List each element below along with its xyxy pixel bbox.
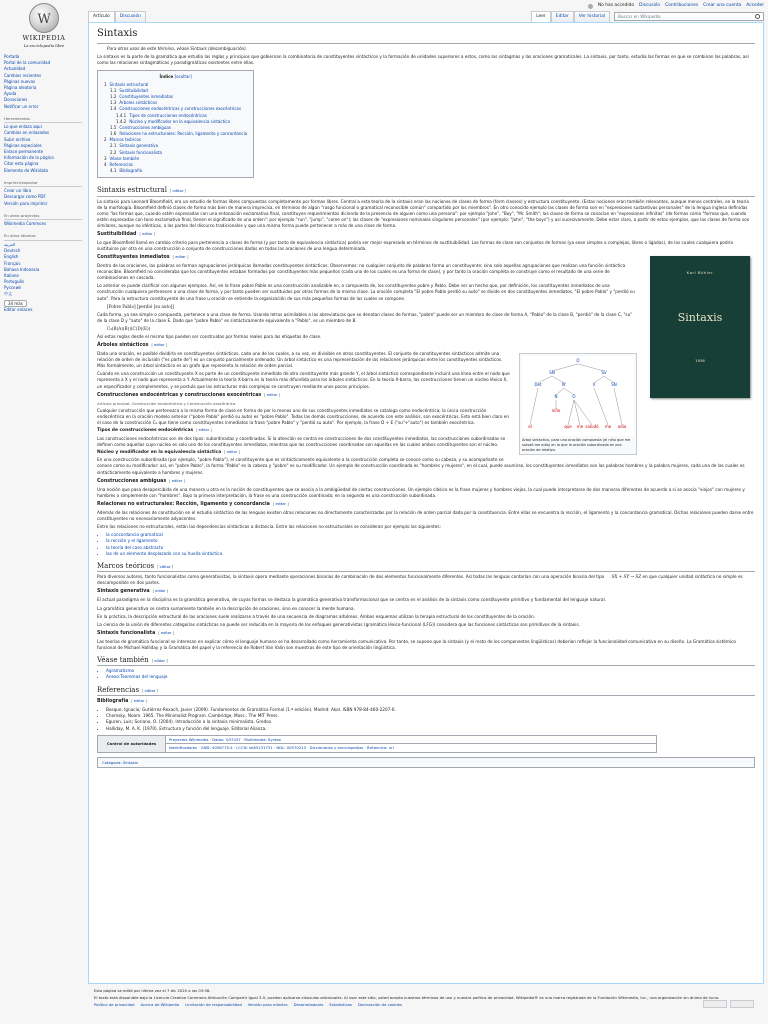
- wikipedia-logo[interactable]: [6, 3, 82, 51]
- sidebar-item[interactable]: Cambios en enlazadas: [4, 130, 50, 136]
- tree-edge: [574, 400, 592, 425]
- sidebar-item[interactable]: Portal de la comunidad: [4, 60, 51, 66]
- paragraph: El actual paradigma en la disciplina es la gramática generativa, de cuyas formas se destaca la gramática generativa transformacional que se centra en el análisis de la sintaxis como constituyente primitivo y fundamental del lenguaje natural.: [97, 597, 606, 603]
- list-item[interactable]: • la concordancia gramatical: [106, 532, 755, 538]
- tree-node-label: odia: [617, 424, 627, 430]
- section-heading: Sintaxis estructural [ editar ]: [97, 185, 755, 196]
- edit-section-link[interactable]: editar: [160, 630, 172, 635]
- tree-node-label: V: [592, 382, 596, 388]
- discussion-link[interactable]: Discusión: [639, 2, 661, 8]
- sidebar: [4, 54, 82, 320]
- edit-section-link[interactable]: editar: [266, 392, 278, 397]
- tree-node-label: O: [572, 394, 576, 400]
- paragraph: En la práctica, la descripción estructural de las oraciones suele realizarse a través de una secuencia de diagramas arbóreos. Ambos esquemas utilizan la terapia estructural de los constituyentes de la oración.: [97, 613, 535, 619]
- toc-item[interactable]: 2.1 Sintaxis generativa: [110, 143, 159, 149]
- paragraph: La gramática generativa se centra sumamente también en la descripción de oraciones, sino en conocer la mente humana.: [97, 605, 355, 611]
- footer: [94, 988, 754, 1008]
- tree-edge: [578, 364, 604, 371]
- paragraph: Dada una oración, es posible dividirla en constituyentes sintácticos, cada uno de los cuales, a su vez, es divisible en otros constituyentes. El conjunto de constituyentes sintácticos admite una relación de orden de inclusión ("es parte de") es un conjunto parcialmente ordenado. Un árbol sintáctico es una representación de las relaciones jerárquicas entre los constituyentes sintácticos. Más formalmente, un árbol sintáctico es un grafo que representa la relación de orden parcial.: [97, 351, 503, 369]
- sidebar-print: [4, 180, 82, 207]
- paragraph: Así estas reglas desde el mismo tipo pueden ser construidas por formas reales para las etiquetas de clase.: [97, 334, 322, 340]
- sidebar-item[interactable]: Cambios recientes: [4, 72, 42, 78]
- language-link[interactable]: English: [4, 254, 19, 260]
- toc-item[interactable]: 1.5 Construcciones ambiguas: [110, 124, 171, 130]
- sidebar-item[interactable]: Descargar como PDF: [4, 194, 46, 200]
- sidebar-tools: [4, 116, 82, 174]
- tree-node-label: O: [576, 358, 580, 364]
- edit-section-link[interactable]: editar: [133, 698, 145, 703]
- login-link[interactable]: Acceder: [746, 2, 764, 8]
- sidebar-heading: Imprimir/exportar: [4, 180, 82, 188]
- toc-item[interactable]: 1 Sintaxis estructural: [104, 81, 149, 87]
- subsection-heading: Bibliografía [ editar ]: [97, 698, 148, 704]
- paragraph: En una construcción subordinada (por ejemplo, "pobre Pablo"), el constituyente que es sintácticamente equivalente a la construcción completa se conoce como su cabeza, y su acompañante se conoce como su modificador: así, en "pobre Pablo", la forma "Pablo" es la cabeza y "pobre" es su modificador. Un ejemplo de construcción coordinada es "hombres y mujeres", en el cual, puede asumirse, los constituyentes inmediatos son las palabras hombres y la palabra mujeres, cada una de las cuales es sintácticamente equivalente a hombres y mujeres.: [97, 457, 745, 475]
- tree-edge: [568, 400, 574, 425]
- formula: C₀(B(A)(B))(C(D)(E)): [107, 325, 151, 331]
- toc-item[interactable]: 2 Marcos teóricos: [104, 137, 141, 143]
- subsection-heading: Relaciones no estructurales: Rección, ligamento y concordancia [ editar ]: [97, 501, 289, 507]
- sidebar-item[interactable]: Wikimedia Commons: [4, 221, 47, 227]
- search-placeholder: Buscar en Wikipedia: [618, 14, 661, 19]
- tree-node-label: N: [554, 394, 558, 400]
- table-row[interactable]: Identificadores · GND: 4058779-4 · LCCN: sh85131731 · NDL: 00570213 · Diccionarios y enciclopedias · Britannica: url: [166, 744, 657, 753]
- bibliography-list: [106, 707, 755, 732]
- sidebar-item[interactable]: Información de la página: [4, 155, 54, 161]
- paragraph: La ciencia de la unión de diferentes categorías sintácticas no puede ser reducida en la mayoría de los enfoques generativistas (gramática léxico-funcional (LFG)) considera que las funciones sintácticas son primitivos de la sintaxis.: [97, 621, 580, 627]
- article-content: [88, 22, 764, 984]
- subsubsection-heading: Tipos de construcciones endocéntricas [ editar ]: [97, 428, 212, 434]
- tree-node-label: el: [528, 424, 532, 430]
- language-link[interactable]: العربية: [4, 241, 15, 247]
- paragraph: Lo que Bloomfield llamó en cambio criterio para pertenencia a clases de forma (y por tanto de equivalencia sintáctica) podría ser mejor expresado en términos de sustituibilidad. Las formas de clase son conjuntos de formas (ya sean simples o complejas, libres o ligadas), de las cuales cualquiera podría sustituirse por otra en una construcción o conjunto de construcciones dadas en todas las oraciones de una lengua determinada.: [97, 239, 733, 252]
- constituent-example: [Pobre Pablo] [perdió [su auto]]: [107, 303, 175, 309]
- toc-toggle[interactable]: [ocultar]: [174, 73, 192, 79]
- paragraph: Lo anterior se puede clarificar con algunos ejemplos. Así, en la frase pobre Pablo es una construcción analizable en, o compuesta de, los constituyentes pobre y Pablo. Debe ser un hecho que, por definición, los constituyentes inmediatos de una construcción cualquiera pertenecen a una clase de forma, y por tanto pueden ser sustituidos por otras formas de la misma clase. La oración completa "El pobre Pablo perdió su auto" se divide en dos constituyentes inmediatos, "El pobre Pablo" y "perdió su auto". Para la estructura constituyente de una frase u oración se entiende la organización de sus más pequeñas formas de las cuales se compone.: [97, 283, 635, 301]
- edit-section-link[interactable]: editar: [175, 255, 186, 260]
- footer-link[interactable]: Política de privacidad: [94, 1002, 135, 1007]
- subsection-heading: Sintaxis generativa [ editar ]: [97, 589, 169, 595]
- footer-link[interactable]: Limitación de responsabilidad: [185, 1002, 242, 1007]
- list-item[interactable]: • la rección y el ligamento: [106, 538, 755, 544]
- edit-section-link[interactable]: editar: [226, 449, 238, 454]
- paragraph: Entre las relaciones no estructurales, están las dependencias sintácticas a distancia. Entre las relaciones no estructurales se consideran por ejemplo las siguientes:: [97, 523, 441, 529]
- tree-edge: [594, 388, 608, 425]
- toc-title: Índice: [159, 73, 174, 79]
- globe-icon: [29, 3, 59, 33]
- toc-item[interactable]: 1.3 Árboles sintácticos: [110, 100, 158, 106]
- list-item[interactable]: • las de un elemento desplazado con su huella sintáctica.: [106, 551, 755, 557]
- sidebar-item[interactable]: Elemento de Wikidata: [4, 167, 48, 173]
- sidebar-other-projects: [4, 213, 82, 228]
- toc-item[interactable]: 1.4.2 Núcleo y modificador en la equivalencia sintáctica: [116, 118, 230, 124]
- language-link[interactable]: Русский: [4, 285, 21, 291]
- tab-edit[interactable]: Editar: [551, 11, 574, 22]
- logo-wordmark: WIKIPEDIA: [22, 34, 66, 42]
- language-link[interactable]: Bahasa Indonesia: [4, 266, 40, 272]
- toc-list: [104, 82, 247, 175]
- binary-operation-formula: SX + SY → SZ: [611, 574, 642, 580]
- footer-link[interactable]: Estadísticas: [329, 1002, 352, 1007]
- tree-node-label: saludó: [585, 424, 599, 430]
- tree-edge: [530, 388, 538, 425]
- tree-node-label: N': [561, 382, 567, 388]
- paragraph: Además de las relaciones de constitución en el estudio sintáctico de las lenguas existen otras relaciones no directamente caracterizadas por la relación de orden parcial dada por la constituencia. Entre ellas se encuentra la rección, el ligamento y la concordancia gramatical. Dichas relaciones pueden darse entre constituyentes no necesariamente adyacentes.: [97, 509, 754, 521]
- edit-section-link[interactable]: editar: [144, 688, 156, 693]
- paragraph: Cuando en una construcción un constituyente X es parte de un constituyente inmediato de otro constituyente más grande Y, el árbol sintáctico correspondiente incluirá una línea entre el nodo que representa a X y el nodo que representa a Y. Actualmente la teoría X-barra es la teoría más difundida para los árboles sintácticos. En la teoría X-barra, las construcciones tienen un núcleo léxico X, un especificador y complementos, y se postula que las estructuras más complejas se construyen mediante unos pocos principios.: [97, 371, 510, 389]
- sidebar-item[interactable]: Lo que enlaza aquí: [4, 124, 42, 130]
- toc-item[interactable]: 3 Véase también: [104, 155, 140, 161]
- list-item[interactable]: • la teoría del caso abstracto: [106, 545, 755, 551]
- list-item: • Eguren, Luis; Soriano, O. (2004). Introducción a la sintaxis minimalista. Gredos.: [106, 719, 755, 725]
- toc-item[interactable]: 1.2 Constituyentes inmediatos: [110, 93, 173, 99]
- edit-section-link[interactable]: editar: [172, 189, 184, 194]
- sidebar-languages: [4, 233, 82, 313]
- sidebar-item[interactable]: Actualidad: [4, 66, 26, 72]
- sidebar-item[interactable]: Notificar un error: [4, 103, 39, 109]
- sidebar-item[interactable]: Subir archivo: [4, 136, 31, 142]
- sidebar-item[interactable]: Donaciones: [4, 97, 28, 103]
- footer-link[interactable]: Versión para móviles: [247, 1002, 288, 1007]
- sidebar-item[interactable]: Portada: [4, 54, 20, 59]
- user-icon: [588, 4, 593, 9]
- language-link[interactable]: Português: [4, 279, 25, 285]
- tab-read[interactable]: Leer: [531, 11, 551, 22]
- language-link[interactable]: Deutsch: [4, 248, 21, 254]
- tree-node-label: Det: [534, 382, 542, 388]
- syntax-tree-diagram[interactable]: [522, 356, 634, 436]
- paragraph: Cualquier construcción que pertenezca a la misma forma de clase en forma de por lo menos uno de sus constituyentes inmediatos se cataloga como endocéntrica; la única construcción endocéntrica en la oración modelo anterior ("pobre Pablo" perdió su auto) es "pobre Pablo". Todas las demás construcciones, de acuerdo con este análisis, son exocéntricas. Esto está bien claro en el caso de la construcción C₀ que tiene como constituyentes inmediatos la frase "pobre Pablo" y "perdió su auto". Por ejemplo, la frase D + E ("su"+"auto") es también exocéntrica.: [97, 408, 510, 426]
- page-title: Sintaxis: [97, 27, 755, 44]
- bullet-list: [106, 532, 755, 557]
- intro-paragraph: La sintaxis es la parte de la gramática que estudia las reglas y principios que gobiernan la combinatoria de constituyentes sintácticos y la formación de unidades superiores a estos, como los sintagmas y las oraciones gramaticales. La sintaxis, por tanto, estudia las formas en que se combinan las palabras, así como las relaciones sintagmáticas y paradigmáticas existentes entre ellas.: [97, 53, 749, 65]
- sidebar-item[interactable]: Ayuda: [4, 91, 17, 97]
- table-of-contents: [97, 70, 254, 179]
- license-text: El texto está disponible bajo la Licencia Creative Commons Atribución Compartir Igual 3.0; pueden aplicarse cláusulas adicionales. Al usar este sitio, usted acepta nuestros términos de uso y nuestra política de privacidad. Wikipedia® es una marca registrada de la Fundación Wikimedia, Inc., una organización sin ánimo de lucro.: [94, 994, 720, 1000]
- list-item[interactable]: • Agramatismo: [106, 668, 755, 674]
- tree-node-label: que: [564, 424, 572, 430]
- list-item[interactable]: • Anexo:Teoremas del lenguaje: [106, 674, 755, 680]
- sidebar-item[interactable]: Páginas nuevas: [4, 78, 36, 84]
- sidebar-item[interactable]: Citar esta página: [4, 161, 39, 167]
- tab-article[interactable]: Artículo: [88, 11, 115, 22]
- sidebar-item[interactable]: Crear un libro: [4, 188, 32, 194]
- category-links: [97, 757, 755, 769]
- search-input[interactable]: [614, 12, 764, 21]
- subsection-heading: Sustituibilidad [ editar ]: [97, 232, 156, 237]
- authority-control-heading: Control de autoridades: [98, 735, 166, 752]
- table-row[interactable]: Proyectos Wikimedia · Datos: Q37437 · Multimedia: Syntax: [166, 735, 657, 744]
- paragraph: Las construcciones endocéntricas son de dos tipos: subordinadas y coordinadas. Si la atención se centra en construcciones de dos constituyentes inmediatos, las construcciones subordinadas se definen como aquellas cuyo núcleo es solo uno de los constituyentes inmediatos, mientras que las construcciones coordinadas son aquellas en las cuales ambos constituyentes son el núcleo.: [97, 435, 506, 447]
- edit-section-link[interactable]: editar: [159, 565, 171, 570]
- paragraph: La sintaxis para Leonard Bloomfield, era un estudio de formas libres compuestas completamente por formas libres. Central a esta teoría de la sintaxis eran las nociones de clases de forma (form classes) y estructura constituyente. (Estas nociones eran también relevantes, aunque menos centrales, en la teoría de la morfología. Bloomfield definió clases de forma más bien de manera imprecisa, en términos de algún "rasgo funcional o gramatical reconocible común" compartido por los miembros". En otro conocido ejemplo las clases de forma son en "expresiones sustantivas personales" de la lengua inglesa definidas como "las formas que, cuando estén expresadas con una entonación exclamativa final, constituyen requerimientos diciendo de la presencia de alguien como una persona": por ejemplo "John", "Boy", "Mr. Smith"; las clases de forma se conocían en "expresiones infinitas" (de formas como "formas que, cuando estén expresadas con tono exclamativo final, tienen el significado de una orden": por ejemplo "run", "jump", "come on"); las clases de "expresiones nominales singulares personales" (por ejemplo: "John", "the boys") y así sucesivamente. Debe estar claro, a partir de estos ejemplos, que las clases de forma son similares, aunque no idénticas, a las partes del discurso tradicionales y que una misma forma puede pertenecer a más de una clase de forma.: [97, 198, 750, 228]
- toc-item[interactable]: 2.2 Sintaxis funcionalista: [110, 149, 162, 155]
- toc-item[interactable]: 1.4.1 Tipos de construcciones endocéntricas: [116, 112, 207, 118]
- list-item: • Chomsky, Noam. 1965. The Minimalist Program. Cambridge, Mass.: The MIT Press.: [106, 713, 755, 719]
- edit-links-link[interactable]: Editar enlaces: [4, 307, 33, 313]
- tree-node-label: me: [576, 424, 584, 430]
- toc-item[interactable]: 1.6 Relaciones no estructurales: Rección, ligamento y concordancia: [110, 131, 248, 137]
- language-link[interactable]: Français: [4, 260, 21, 266]
- last-modified: Esta página se editó por última vez el 7 dic 2020 a las 03:58.: [94, 988, 211, 993]
- sidebar-navigation: [4, 54, 82, 110]
- create-account-link[interactable]: Crear una cuenta: [703, 2, 742, 8]
- subsection-heading: Sintaxis funcionalista [ editar ]: [97, 630, 175, 636]
- book-cover-figure: [645, 256, 755, 398]
- toc-item[interactable]: 4 Referencias: [104, 162, 133, 168]
- hatnote: Para otros usos de este término, véase Sintaxis (desambiguación).: [107, 45, 248, 51]
- edit-section-link[interactable]: editar: [198, 428, 210, 433]
- edit-section-link[interactable]: editar: [155, 589, 166, 594]
- logo-tagline: La enciclopedia libre: [23, 43, 65, 49]
- category-link[interactable]: Categoría: Sintaxis: [102, 759, 138, 765]
- list-item: • Halliday, M. A. K. (1970). Estructura y función del lenguaje. Editorial Alianza.: [106, 726, 755, 732]
- sidebar-heading: En otros idiomas: [4, 233, 82, 241]
- namespace-tabs: [88, 11, 146, 22]
- footer-link[interactable]: Desarrolladores: [293, 1002, 324, 1007]
- subsection-heading: Construcciones ambiguas [ editar ]: [97, 478, 185, 484]
- syntax-tree-figure: [519, 353, 637, 455]
- tree-edge: [552, 364, 578, 371]
- tree-node-label: niño: [551, 408, 561, 414]
- main-article-note: Artículo principal: Construcción endocéntrica y Construcción exocéntrica.: [97, 400, 237, 406]
- subsection-heading: Árboles sintácticos [ editar ]: [97, 343, 168, 349]
- language-link[interactable]: 中文: [4, 291, 12, 297]
- edit-section-link[interactable]: editar: [154, 343, 165, 348]
- tree-node-label: SN: [611, 382, 617, 388]
- edit-section-link[interactable]: editar: [275, 501, 287, 506]
- tree-node-label: SN: [549, 370, 555, 376]
- sidebar-heading: Herramientas: [4, 116, 82, 124]
- figure-caption: Árbol sintáctico, para una oración compuesta (el niño que me saludó me odia) en la que la oración subordinada es una oración de relativo.: [522, 438, 631, 452]
- sidebar-item[interactable]: Páginas especiales: [4, 142, 42, 148]
- sidebar-heading: En otros proyectos: [4, 213, 82, 221]
- book-cover-image[interactable]: [650, 256, 750, 398]
- language-link[interactable]: Italiano: [4, 272, 19, 278]
- footer-link[interactable]: Declaración de cookies: [357, 1002, 402, 1007]
- more-languages-button[interactable]: 34 más: [4, 300, 27, 308]
- tab-history[interactable]: Ver historial: [574, 11, 610, 22]
- section-heading: Marcos teóricos [ editar ]: [97, 561, 755, 572]
- tree-edge: [574, 400, 580, 425]
- subsection-heading: Construcciones endocéntricas y construcciones exocéntricas [ editar ]: [97, 392, 280, 398]
- tree-edge: [594, 376, 604, 383]
- toc-item[interactable]: 1.4 Construcciones endocéntricas y construcciones exocéntricas: [110, 106, 242, 112]
- toc-header: [104, 74, 247, 80]
- edit-section-link[interactable]: editar: [154, 658, 166, 663]
- paragraph: Cada forma, ya sea simple o compuesta, pertenece a una clase de forma. Usando letras asimilables a las abreviaturas que se denotan clases de formas, "pobre" puede ser un miembro de clase de forma A, "Pablo" de la clase B, "perdió" de la clase C, "su" de la clase D y "auto" de la clase E. Dado que "pobre Pablo" es sintácticamente equivalente a "Pablo", es un miembro de B.: [97, 311, 633, 323]
- authority-control-table: [97, 735, 657, 753]
- tree-edge: [614, 388, 622, 425]
- edit-section-link[interactable]: editar: [142, 232, 153, 236]
- paragraph: Las teorías de gramática funcional se interesan en explicar cómo el lenguaje humano se ha desarrollado como herramienta comunicativa. Por tanto, se supone que la sintaxis (y el resto de los componentes lingüísticos) deberían reflejar la funcionalidad comunicativa en su diseño. La Gramática sistémico funcional de Michael Halliday y la Gramática del papel y la referencia de Robert Van Valin son muestras de este tipo de orientación lingüística.: [97, 638, 736, 650]
- section-heading: Véase también [ editar ]: [97, 655, 755, 666]
- toc-item[interactable]: 1.1 Sustituibilidad: [110, 87, 148, 93]
- sidebar-item[interactable]: Enlace permanente: [4, 148, 44, 154]
- subsection-heading: Constituyentes inmediatos [ editar ]: [97, 255, 189, 261]
- edit-section-link[interactable]: editar: [171, 478, 183, 483]
- not-logged-text: No has accedido: [597, 2, 635, 8]
- footer-links: [94, 1002, 754, 1008]
- view-tabs: [531, 11, 764, 22]
- tab-discussion[interactable]: Discusión: [115, 11, 146, 22]
- toc-item[interactable]: 4.1 Bibliografía: [110, 168, 143, 174]
- sidebar-item[interactable]: Página aleatoria: [4, 84, 37, 90]
- see-also-list: [106, 668, 755, 681]
- contributions-link[interactable]: Contribuciones: [665, 2, 699, 8]
- powered-by-mediawiki-icon[interactable]: [730, 1000, 754, 1008]
- paragraph: Dentro de las oraciones, las palabras se forman agrupaciones jerárquicas llamadas constituyentes sintácticos. Observemos: no cualquier conjunto de palabras forma un constituyente; sino solo aquellas agrupaciones que realizan una función sintáctica reconocible. Bloomfield no consideraba que los constituyentes estaban formados por constituyentes más pequeños (cada uno de los cuales es una forma de clase), y por tanto la oración completa se construye como el resultado de una serie de combinaciones en cascada.: [97, 263, 626, 281]
- book-author: Karl Bühler: [686, 270, 714, 276]
- footer-link[interactable]: Acerca de Wikipedia: [140, 1002, 180, 1007]
- wikimedia-badge-icon[interactable]: [703, 1000, 727, 1008]
- list-item: • Bosque, Ignacio; Gutiérrez-Rexach, Javier (2009). Fundamentos de Gramática Formal (1.ª edición). Madrid: Akal. ISBN 978-84-460-2207-6.: [106, 707, 755, 713]
- tree-node-label: me: [604, 424, 612, 430]
- book-title: Sintaxis: [677, 311, 723, 325]
- subsubsection-heading: Núcleo y modificador en la equivalencia sintáctica [ editar ]: [97, 449, 240, 455]
- tree-node-label: SV: [601, 370, 607, 376]
- paragraph: Una noción que pasa desapercibida de una manera u otra es la noción de constituyentes que se asocia a la ambigüedad de ciertas construcciones. Un ejemplo clásico es la frase mujeres y hombres viejos, la cual puede interpretarse de dos maneras diferentes de acuerdo a si se asocia "viejos" con mujeres y hombres o simplemente con "hombres". Bajo la primera interpretación, la frase es una construcción coordinada; en la segunda es una construcción subordinada.: [97, 486, 745, 498]
- book-year: 1936: [695, 358, 705, 364]
- sidebar-item[interactable]: Versión para imprimir: [4, 200, 48, 206]
- search-icon[interactable]: [755, 14, 760, 19]
- paragraph: Para diversos autores, tanto funcionalistas como generativistas, la sintaxis opera mediante operaciones binarias de combinación de dos elementos funcionalmente diferentes. Así todas las lenguas contarían con una operación binaria del tipo SX + SY → SZ en que cualquier unidad sintáctica no simple es descomponible en dos partes.: [97, 574, 743, 586]
- personal-tools: [588, 2, 764, 10]
- section-heading: Referencias [ editar ]: [97, 685, 755, 696]
